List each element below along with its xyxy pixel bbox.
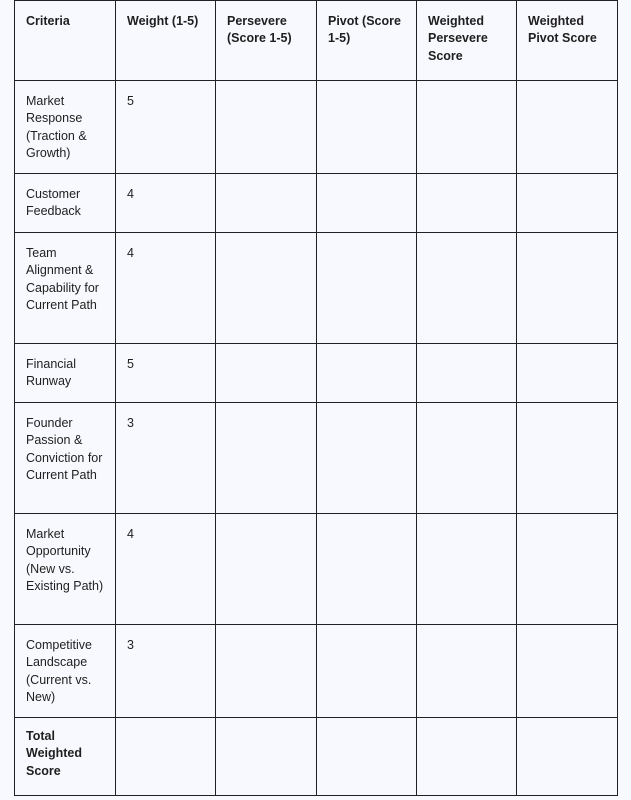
criteria-cell: Team Alignment & Capability for Current Path (15, 233, 116, 344)
decision-matrix-table (14, 0, 618, 796)
weighted-persevere-cell (417, 174, 517, 233)
persevere-score-cell (216, 625, 317, 718)
criteria-cell: Competitive Landscape (Current vs. New) (15, 625, 116, 718)
weight-cell: 5 (116, 81, 216, 174)
table-row (15, 174, 618, 233)
criteria-cell: Customer Feedback (15, 174, 116, 233)
persevere-score-cell (216, 344, 317, 403)
table-row (15, 344, 618, 403)
column-header-criteria: Criteria (15, 1, 116, 81)
table-header-row (15, 1, 618, 81)
column-header-weighted-pivot-score: Weighted Pivot Score (517, 1, 618, 81)
total-label-cell: Total Weighted Score (15, 718, 116, 796)
weight-cell: 3 (116, 403, 216, 514)
column-header-weighted-persevere-score: Weighted Persevere Score (417, 1, 517, 81)
total-persevere-score-cell (216, 718, 317, 796)
weight-cell: 4 (116, 514, 216, 625)
weighted-pivot-cell (517, 233, 618, 344)
table-row (15, 514, 618, 625)
pivot-score-cell (317, 403, 417, 514)
pivot-score-cell (317, 233, 417, 344)
weight-cell: 4 (116, 174, 216, 233)
weight-cell: 4 (116, 233, 216, 344)
weighted-persevere-cell (417, 514, 517, 625)
criteria-cell: Financial Runway (15, 344, 116, 403)
persevere-score-cell (216, 174, 317, 233)
weighted-pivot-cell (517, 174, 618, 233)
pivot-score-cell (317, 174, 417, 233)
weight-cell: 3 (116, 625, 216, 718)
weighted-persevere-cell (417, 625, 517, 718)
table-row (15, 403, 618, 514)
weighted-pivot-cell (517, 81, 618, 174)
total-pivot-score-cell (317, 718, 417, 796)
total-row (15, 718, 618, 796)
weighted-pivot-cell (517, 403, 618, 514)
criteria-cell: Market Opportunity (New vs. Existing Path) (15, 514, 116, 625)
table-row (15, 233, 618, 344)
pivot-score-cell (317, 81, 417, 174)
total-weighted-pivot-cell (517, 718, 618, 796)
weighted-persevere-cell (417, 81, 517, 174)
weighted-pivot-cell (517, 625, 618, 718)
total-weighted-persevere-cell (417, 718, 517, 796)
persevere-score-cell (216, 514, 317, 625)
total-weight-cell (116, 718, 216, 796)
table-row (15, 625, 618, 718)
column-header-pivot-score: Pivot (Score 1-5) (317, 1, 417, 81)
weighted-persevere-cell (417, 344, 517, 403)
pivot-score-cell (317, 344, 417, 403)
criteria-cell: Market Response (Traction & Growth) (15, 81, 116, 174)
persevere-score-cell (216, 81, 317, 174)
pivot-score-cell (317, 514, 417, 625)
weighted-persevere-cell (417, 233, 517, 344)
weighted-pivot-cell (517, 514, 618, 625)
persevere-score-cell (216, 403, 317, 514)
column-header-weight: Weight (1-5) (116, 1, 216, 81)
table-row (15, 81, 618, 174)
weight-cell: 5 (116, 344, 216, 403)
weighted-pivot-cell (517, 344, 618, 403)
column-header-persevere-score: Persevere (Score 1-5) (216, 1, 317, 81)
persevere-score-cell (216, 233, 317, 344)
criteria-cell: Founder Passion & Conviction for Current Path (15, 403, 116, 514)
pivot-score-cell (317, 625, 417, 718)
weighted-persevere-cell (417, 403, 517, 514)
